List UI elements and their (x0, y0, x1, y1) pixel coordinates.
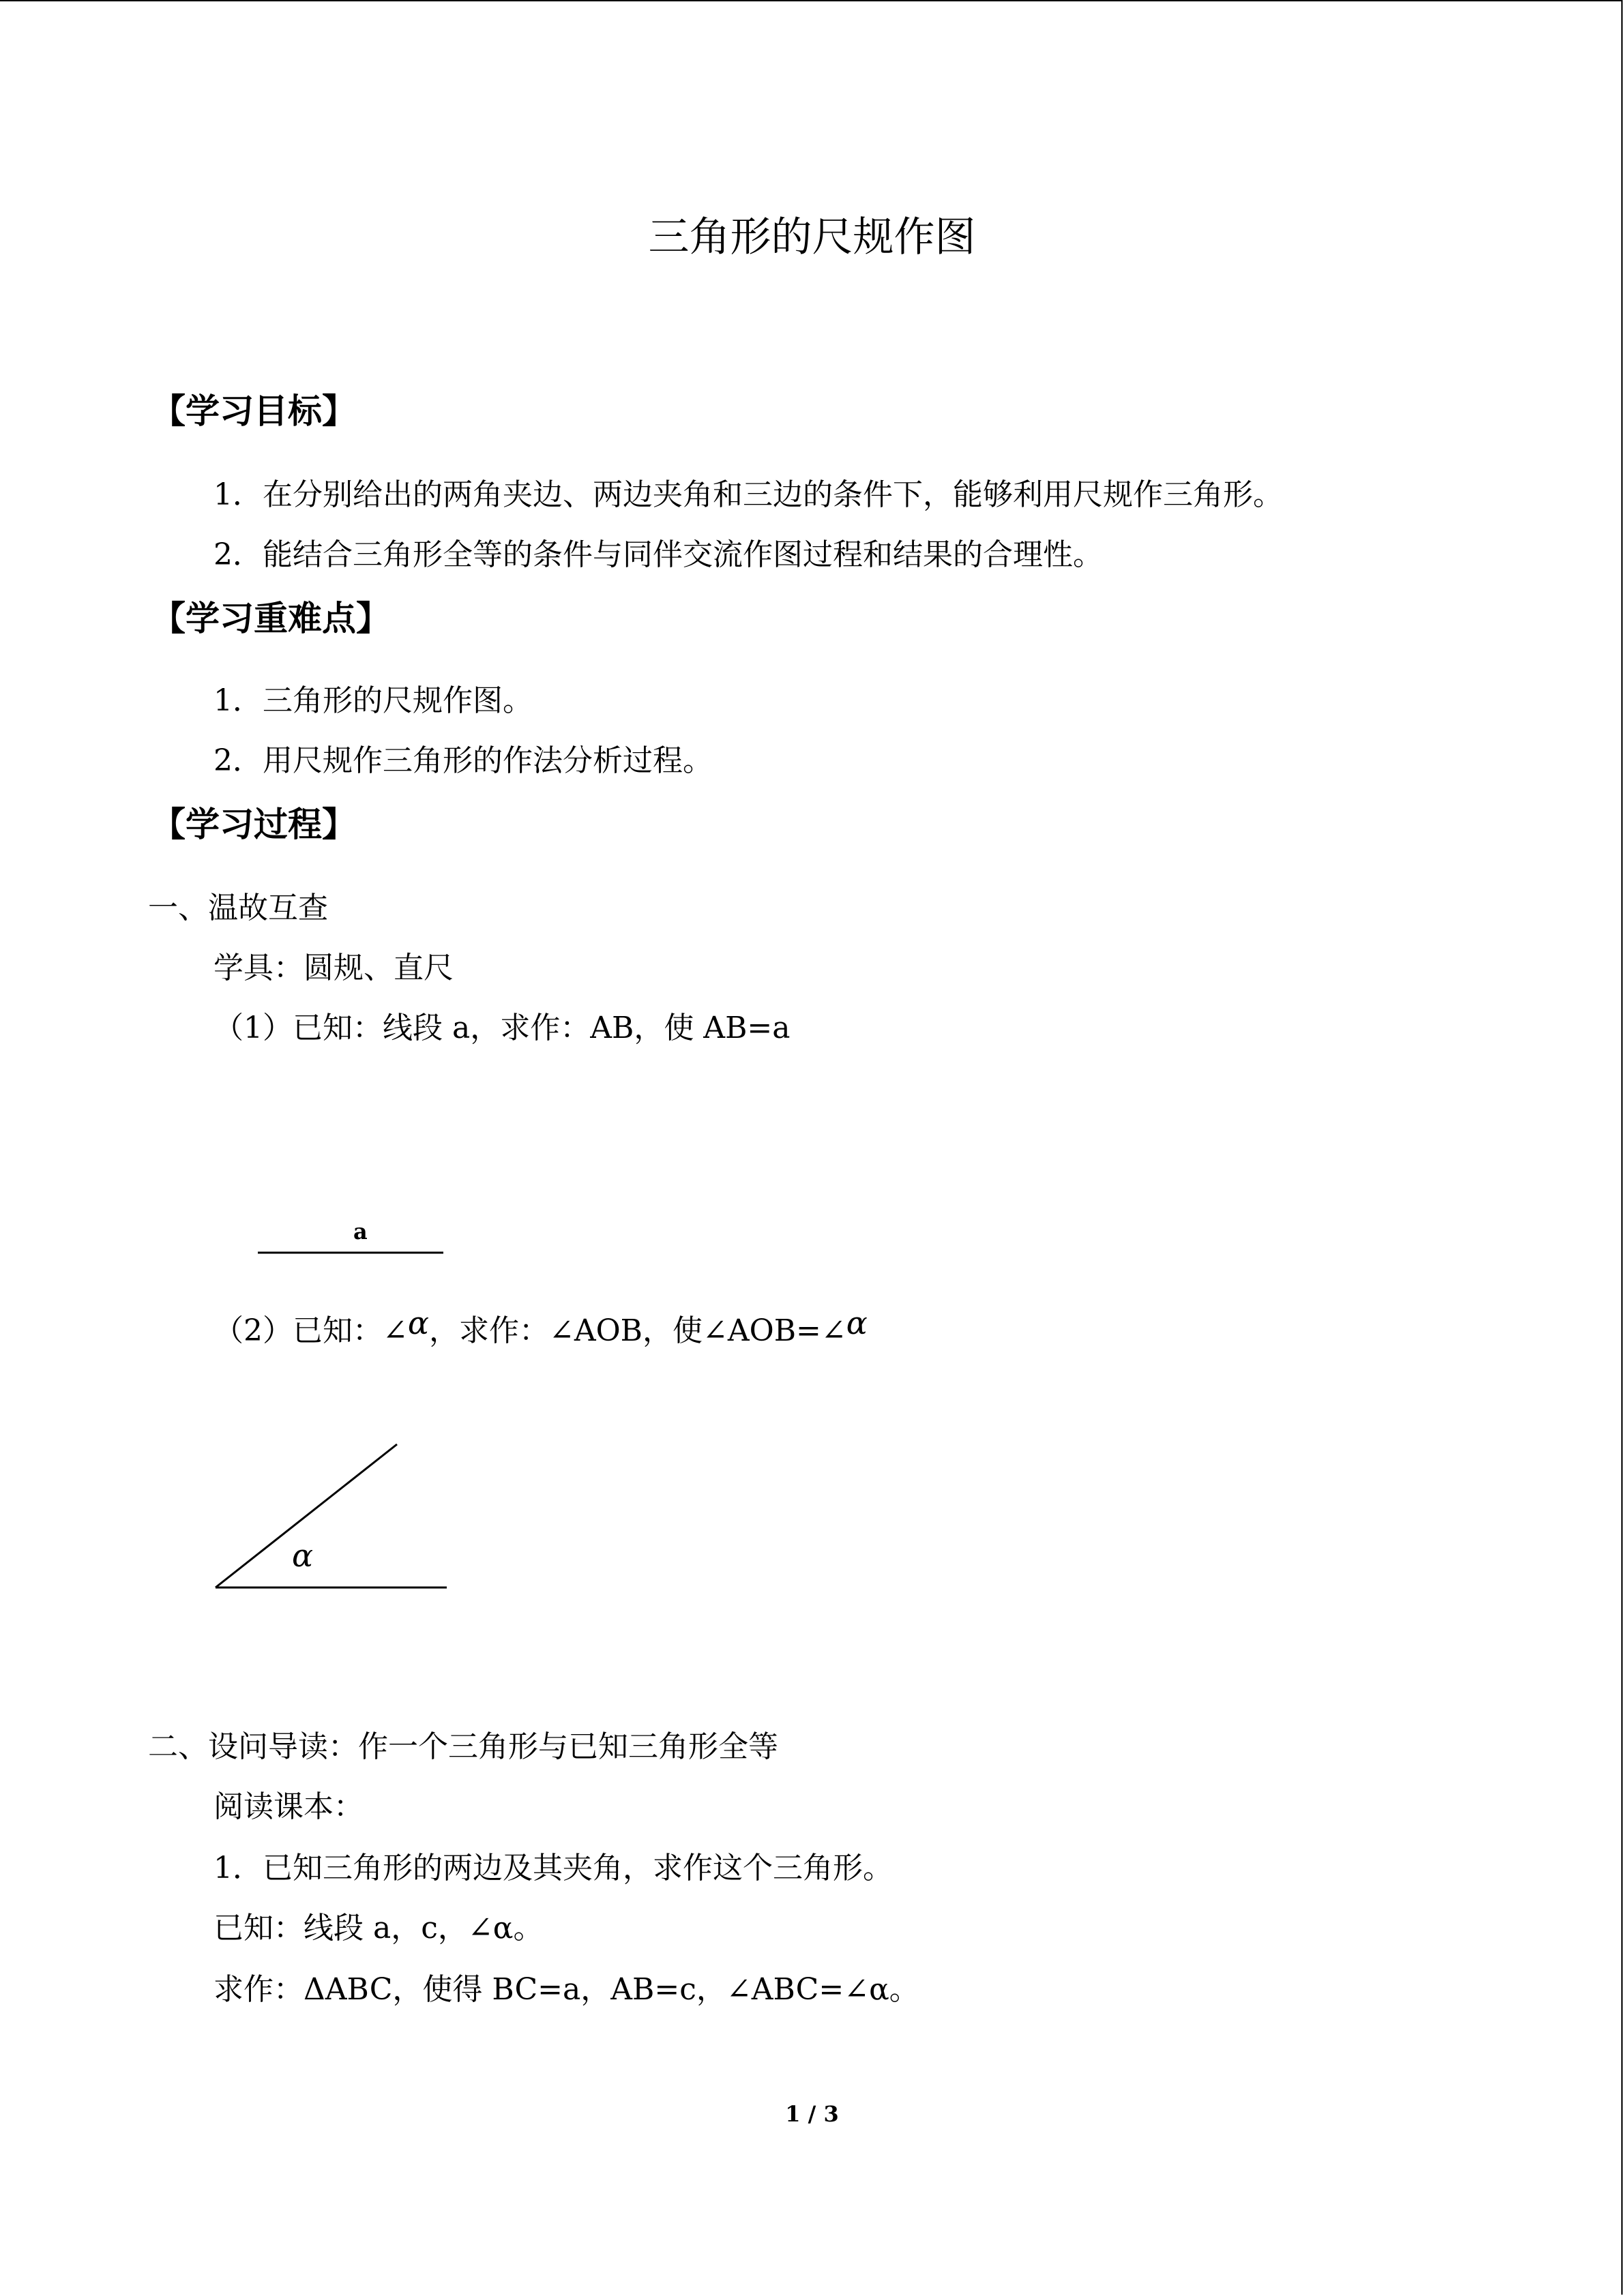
goal-item-2: 2．能结合三角形全等的条件与同伴交流作图过程和结果的合理性。 (213, 537, 1103, 572)
heading-process: 【学习过程】 (151, 804, 356, 844)
q2-alpha-1: α (407, 1304, 429, 1341)
part2-item-1: 1．已知三角形的两边及其夹角，求作这个三角形。 (213, 1851, 893, 1885)
q2-mid: ，求作：∠AOB，使∠AOB=∠ (428, 1313, 846, 1348)
key-point-item-1: 1．三角形的尺规作图。 (213, 683, 533, 718)
part1-question-2 (213, 1304, 868, 1348)
q2-alpha-2: α (846, 1304, 868, 1341)
page-number: 1 / 3 (785, 2101, 839, 2127)
heading-key-points: 【学习重难点】 (151, 598, 390, 638)
part2-given: 已知：线段 a，c，∠α。 (213, 1911, 544, 1945)
page-title: 三角形的尺规作图 (648, 213, 976, 261)
part2-read: 阅读课本： (213, 1789, 364, 1824)
q2-prefix: （2）已知：∠ (213, 1313, 408, 1348)
heading-goals: 【学习目标】 (151, 391, 356, 431)
part1-question-1: （1）已知：线段 a，求作：AB，使 AB=a (213, 1011, 791, 1045)
part2-find: 求作：ΔABC，使得 BC=a，AB=c，∠ABC=∠α。 (213, 1972, 919, 2007)
key-point-item-2: 2．用尺规作三角形的作法分析过程。 (213, 743, 713, 778)
part1-title: 一、温故互查 (148, 891, 328, 925)
part1-tools: 学具：圆规、直尺 (213, 951, 454, 985)
angle-alpha-label: α (292, 1537, 314, 1574)
goal-item-1: 1．在分别给出的两角夹边、两边夹角和三边的条件下，能够利用尺规作三角形。 (213, 477, 1283, 512)
part2-title: 二、设问导读：作一个三角形与已知三角形全等 (148, 1729, 778, 1764)
segment-a-label: a (353, 1219, 368, 1244)
